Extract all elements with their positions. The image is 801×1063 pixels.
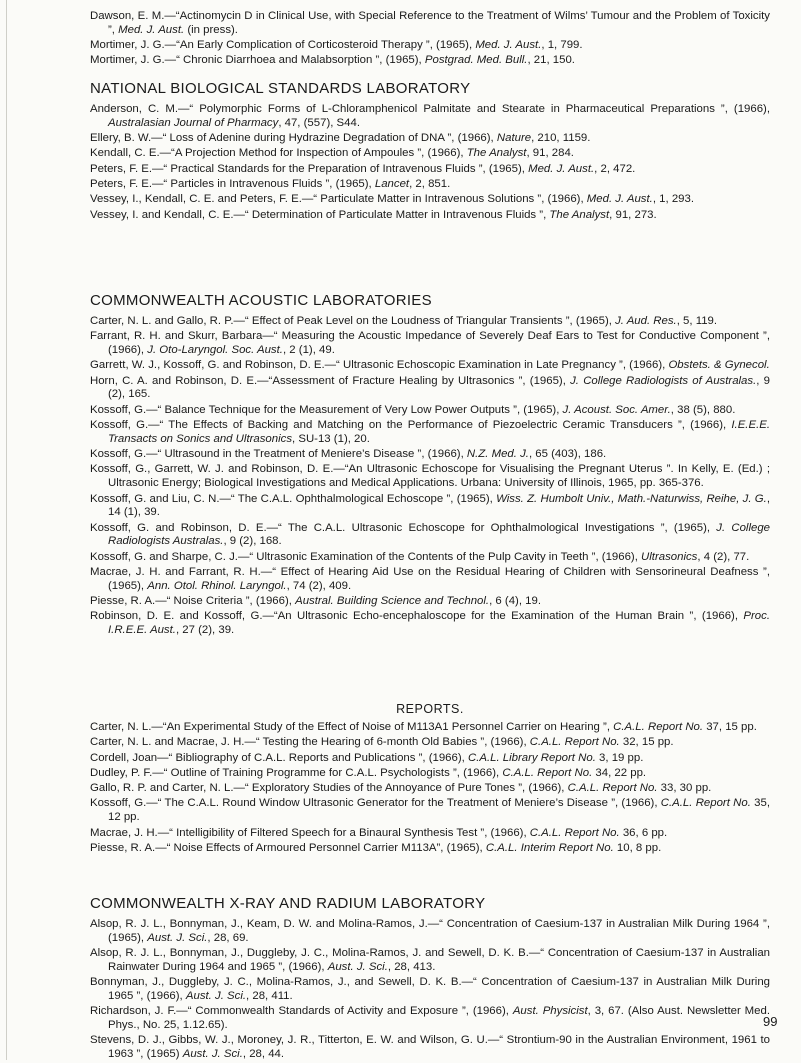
reference-details: 37, 15 pp. (703, 721, 757, 733)
section-heading: COMMONWEALTH ACOUSTIC LABORATORIES (90, 292, 432, 309)
reference-text: Carter, N. L.—“An Experimental Study of the Effect of Noise of M113A1 Personnel Carrier on Hearing ”, (90, 721, 614, 733)
reference-entry (90, 721, 770, 735)
reference-details: 36, 6 pp. (619, 826, 668, 839)
reference-journal: Proc. I.R.E.E. Aust. (108, 610, 770, 637)
reference-text: Macrae, J. H. and Farrant, R. H.—“ Effect of Hearing Aid Use on the Residual Hearing of Children with Sensorineural Deafness ”, (1965), (90, 566, 770, 592)
reference-text: Piesse, R. A.—“ Noise Effects of Armoured Personnel Carrier M113A”, (1965), (90, 841, 486, 854)
reference-list (90, 918, 770, 1062)
reference-text: Kossoff, G. and Robinson, D. E.—“ The C.A.L. Ultrasonic Echoscope for Ophthalmological Investigations ”, (1965), (90, 521, 717, 534)
reference-details: , 14 (1), 39. (108, 492, 770, 519)
reference-text: Alsop, R. J. L., Bonnyman, J., Duggleby, J. C., Molina-Ramos, J. and Sewell, D. K. B.—“ Concentration of Caesium-137 in Australian Rainwater During 1964 and 1965 ”, (1966), (90, 947, 770, 973)
reference-journal: Austral. Building Science and Technol. (295, 595, 490, 608)
reference-details: , 6 (4), 19. (489, 595, 541, 608)
reference-journal: Aust. J. Sci. (147, 931, 208, 944)
reference-journal: Ultrasonics (641, 550, 698, 563)
section-reports (90, 702, 770, 857)
reference-entry (90, 976, 770, 1004)
reference-journal: Aust. J. Sci. (185, 989, 247, 1002)
reference-text: Ellery, B. W.—“ Loss of Adenine during Hydrazine Degradation of DNA ”, (1966), (90, 132, 497, 145)
reference-journal: Australasian Journal of Pharmacy (108, 116, 279, 129)
section-heading: COMMONWEALTH X-RAY AND RADIUM LABORATORY (90, 895, 486, 912)
reference-text: Mortimer, J. G.—“An Early Complication of Corticosteroid Therapy ”, (1965), (90, 39, 476, 52)
reference-entry (90, 493, 770, 521)
reference-journal: Med. J. Aust. (528, 162, 595, 175)
reference-journal: J. College Radiologists Australas. (108, 521, 770, 548)
reference-details: , 28, 413. (387, 960, 436, 973)
reference-entry (90, 752, 770, 766)
reference-entry (90, 315, 770, 329)
reference-journal: J. College Radiologists of Australas. (570, 374, 757, 387)
reference-journal: C.A.L. Report No. (529, 826, 620, 839)
reference-entry (90, 551, 770, 565)
reference-journal: Aust. J. Sci. (182, 1048, 243, 1061)
reference-text: Kossoff, G.—“ Ultrasound in the Treatment of Meniere’s Disease ”, (1966), (90, 448, 467, 461)
reference-journal: Obstets. & Gynecol. (668, 359, 770, 372)
reference-journal: Aust. Physicist (512, 1005, 588, 1018)
reference-journal: Wiss. Z. Humbolt Univ., Math.-Naturwiss, Reihe, J. G. (496, 492, 767, 505)
reference-journal: I.E.E.E. Transacts on Sonics and Ultrasonics (108, 419, 770, 445)
reference-details: , 2 (1), 49. (282, 344, 335, 357)
reference-text: Vessey, I., Kendall, C. E. and Peters, F. E.—“ Particulate Matter in Intravenous Solutions ”, (1966), (90, 193, 587, 206)
reference-list (90, 103, 770, 222)
section-nbsl (90, 80, 770, 224)
reference-entry (90, 419, 770, 447)
reference-details: , 2, 472. (594, 162, 636, 175)
reference-details: , 9 (2), 168. (223, 535, 282, 548)
reference-journal: C.A.L. Report No. (567, 782, 658, 795)
reference-details: (in press). (184, 23, 238, 36)
reference-details: , 28, 411. (246, 989, 293, 1002)
reference-journal: J. Acoust. Soc. Amer. (562, 403, 671, 416)
reference-entry (90, 330, 770, 358)
reference-text: Dawson, E. M.—“Actinomycin D in Clinical Use, with Special Reference to the Treatment of Wilms’ Tumour and the Problem of Toxicity ”, (90, 10, 770, 36)
reference-details: , 47, (557), S44. (278, 116, 360, 129)
reference-entry (90, 595, 770, 609)
reference-entry (90, 404, 770, 418)
reference-entry (90, 566, 770, 594)
reference-text: Kossoff, G. and Sharpe, C. J.—“ Ultrasonic Examination of the Contents of the Pulp Cavity in Teeth ”, (1966), (90, 550, 642, 563)
reference-journal: Ann. Otol. Rhinol. Laryngol. (147, 579, 287, 592)
reference-entry (90, 103, 770, 131)
reference-text: Horn, C. A. and Robinson, D. E.—“Assessment of Fracture Healing by Ultrasonics ”, (1965), (90, 374, 571, 387)
reference-details: 32, 15 pp. (619, 736, 674, 749)
reference-text: Robinson, D. E. and Kossoff, G.—“An Ultrasonic Echo-encephaloscope for the Examination of the Human Brain ”, (1966), (90, 610, 744, 623)
reference-entry (90, 782, 770, 796)
reference-details: , 28, 44. (242, 1048, 285, 1061)
reference-entry (90, 736, 770, 750)
reference-journal: J. Oto-Laryngol. Soc. Aust. (147, 344, 283, 357)
reference-entry (90, 163, 770, 177)
scan-edge-line (6, 0, 7, 1060)
reference-text: Kossoff, G.—“ The C.A.L. Round Window Ultrasonic Generator for the Treatment of Meniere’s Disease ”, (1966), (90, 797, 661, 810)
reference-journal: Postgrad. Med. Bull. (424, 54, 528, 67)
reference-journal: C.A.L. Report No. (660, 797, 751, 810)
reference-entry (90, 1034, 770, 1062)
reference-journal: C.A.L. Report No. (613, 721, 704, 733)
reference-journal: C.A.L. Library Report No. (467, 751, 596, 764)
reference-details: , 1, 293. (652, 193, 694, 206)
reference-text: Kossoff, G.—“ The Effects of Backing and Matching on the Performance of Piezoelectric Ceramic Transducers ”, (1966), (90, 419, 732, 432)
reference-text: Mortimer, J. G.—“ Chronic Diarrhoea and Malabsorption ”, (1965), (90, 54, 425, 67)
reference-details: 3, 19 pp. (595, 751, 644, 764)
reference-journal: C.A.L. Interim Report No. (485, 841, 614, 854)
reference-entry (90, 1005, 770, 1033)
reference-details: , 91, 273. (609, 208, 657, 221)
reference-entry (90, 448, 770, 462)
reference-entry (90, 947, 770, 975)
reference-details: , 3, 67. (Also Aust. Newsletter Med. Phys., No. 25, 1.12.65). (108, 1005, 770, 1032)
reference-entry (90, 767, 770, 781)
reference-entry (90, 10, 770, 38)
reference-text: Garrett, W. J., Kossoff, G. and Robinson, D. E.—“ Ultrasonic Echoscopic Examination in Late Pregnancy ”, (1966), (90, 359, 669, 372)
reference-details: 33, 30 pp. (657, 782, 712, 795)
reference-entry (90, 610, 770, 638)
reference-details: , 21, 150. (527, 54, 575, 67)
reference-details: , 5, 119. (676, 315, 718, 327)
reference-entry (90, 193, 770, 207)
section-xray (90, 895, 770, 1063)
reference-details: , 65 (403), 186. (528, 448, 607, 461)
reference-text: Carter, N. L. and Macrae, J. H.—“ Testing the Hearing of 6-month Old Babies ”, (1966), (90, 736, 530, 749)
reference-journal: N.Z. Med. J. (466, 448, 529, 461)
reference-journal: Med. J. Aust. (475, 39, 542, 52)
reference-text: Kossoff, G. and Liu, C. N.—“ The C.A.L. Ophthalmological Echoscope ”, (1965), (90, 492, 497, 505)
reference-journal: The Analyst (466, 147, 527, 160)
reference-entry (90, 359, 770, 373)
reference-text: Piesse, R. A.—“ Noise Criteria ”, (1966), (90, 595, 296, 608)
reference-text: Richardson, J. F.—“ Commonwealth Standards of Activity and Exposure ”, (1966), (90, 1005, 513, 1018)
reference-entry (90, 147, 770, 161)
reference-details: 35, 12 pp. (108, 797, 770, 824)
section-heading: REPORTS. (396, 702, 464, 716)
reference-details: , 4 (2), 77. (697, 550, 750, 563)
reference-entry (90, 132, 770, 146)
reference-details: , SU-13 (1), 20. (292, 432, 370, 445)
reference-journal: C.A.L. Report No. (529, 736, 620, 749)
reference-details: , 28, 69. (207, 931, 249, 944)
reference-text: Anderson, C. M.—“ Polymorphic Forms of L-Chloramphenicol Palmitate and Stearate in Pharmaceutical Preparations ”, (1966), (90, 103, 770, 115)
reference-text: Kossoff, G.—“ Balance Technique for the Measurement of Very Low Power Outputs ”, (1965), (90, 403, 563, 416)
reference-text: Alsop, R. J. L., Bonnyman, J., Keam, D. W. and Molina-Ramos, J.—“ Concentration of Caesium-137 in Australian Milk During 1964 ”, (1965), (90, 918, 770, 944)
reference-entry (90, 375, 770, 403)
reference-journal: The Analyst (549, 208, 610, 221)
reference-entry (90, 827, 770, 841)
reference-journal: Lancet (374, 177, 410, 190)
reference-journal: Med. J. Aust. (586, 193, 653, 206)
reference-details: , 27 (2), 39. (175, 624, 235, 637)
reference-details: , 38 (5), 880. (670, 403, 736, 416)
reference-details: , 1, 799. (541, 39, 583, 52)
reference-journal: Med. J. Aust. (118, 23, 185, 36)
reference-details: , 74 (2), 409. (286, 579, 352, 592)
reference-list (90, 721, 770, 856)
reference-details: , 9 (2), 165. (108, 374, 770, 401)
reference-text: Kossoff, G., Garrett, W. J. and Robinson, D. E.—“An Ultrasonic Echoscope for Visualising the Pregnant Uterus ”. In Kelly, E. (Ed.) ; Ultrasonic Energy; Biological Investigations and Medical Applications. Urbana: University of Illinois, 1965, pp. 365-376. (90, 463, 770, 490)
reference-entry (90, 54, 770, 68)
reference-entry (90, 918, 770, 946)
reference-text: Peters, F. E.—“ Particles in Intravenous Fluids ”, (1965), (90, 177, 375, 190)
section-cal (90, 292, 770, 640)
reference-text: Farrant, R. H. and Skurr, Barbara—“ Measuring the Acoustic Impedance of Severely Deaf Ears to Test for Conductive Component ”, (1966), (90, 330, 770, 357)
page-number: 99 (763, 1014, 778, 1029)
reference-details: 34, 22 pp. (592, 766, 647, 779)
reference-details: , 2, 851. (409, 177, 451, 190)
reference-journal: C.A.L. Report No. (502, 766, 593, 779)
reference-text: Vessey, I. and Kendall, C. E.—“ Determination of Particulate Matter in Intravenous Fluids ”, (90, 208, 550, 221)
reference-entry (90, 842, 770, 856)
reference-text: Macrae, J. H.—“ Intelligibility of Filtered Speech for a Binaural Synthesis Test ”, (1966), (90, 826, 530, 839)
reference-text: Carter, N. L. and Gallo, R. P.—“ Effect of Peak Level on the Loudness of Triangular Transients ”, (1965), (90, 315, 616, 327)
reference-journal: J. Aud. Res. (615, 315, 677, 327)
reference-journal: Nature (496, 132, 532, 145)
reference-entry (90, 209, 770, 223)
reference-text: Bonnyman, J., Duggleby, J. C., Molina-Ramos, J., and Sewell, D. K. B.—“ Concentration of Caesium-137 in Australian Milk During 1965 ”, (1966), (90, 976, 770, 1002)
reference-entry (90, 39, 770, 53)
reference-journal: Aust. J. Sci. (327, 960, 388, 973)
reference-text: Kendall, C. E.—“A Projection Method for Inspection of Ampoules ”, (1966), (90, 147, 467, 160)
reference-entry (90, 178, 770, 192)
reference-entry (90, 522, 770, 550)
section-heading: NATIONAL BIOLOGICAL STANDARDS LABORATORY (90, 80, 471, 97)
reference-entry (90, 797, 770, 825)
reference-text: Gallo, R. P. and Carter, N. L.—“ Exploratory Studies of the Annoyance of Pure Tones ”, (1966), (90, 782, 568, 795)
reference-text: Cordell, Joan—“ Bibliography of C.A.L. Reports and Publications ”, (1966), (90, 751, 468, 764)
reference-details: , 91, 284. (526, 147, 574, 160)
reference-text: Dudley, P. F.—“ Outline of Training Programme for C.A.L. Psychologists ”, (1966), (90, 766, 503, 779)
reference-text: Peters, F. E.—“ Practical Standards for the Preparation of Intravenous Fluids ”, (1965), (90, 162, 529, 175)
reference-entry (90, 463, 770, 491)
top-references (90, 10, 770, 70)
reference-text: Stevens, D. J., Gibbs, W. J., Moroney, J. R., Titterton, E. W. and Wilson, G. U.—“ Strontium-90 in the Australian Environment, 1961 to 1963 ”, (1965) (90, 1034, 770, 1061)
reference-list (90, 315, 770, 638)
reference-details: 10, 8 pp. (613, 841, 662, 854)
reference-details: , 210, 1159. (531, 132, 591, 145)
